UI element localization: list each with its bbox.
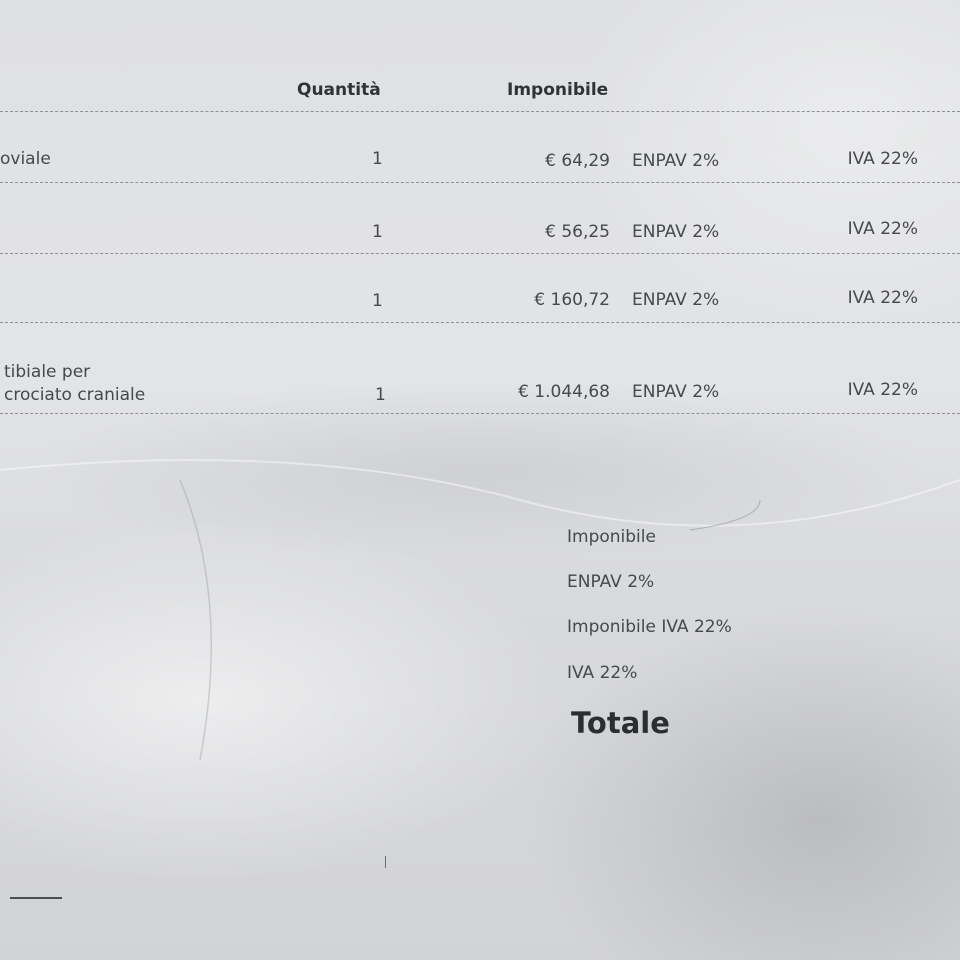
summary-enpav-label: ENPAV 2% [567,572,655,592]
column-header-taxable: Imponibile [507,80,609,100]
row-1-enpav: ENPAV 2% [632,151,720,171]
row-4-amount: € 1.044,68 [518,382,610,402]
row-divider [0,253,960,254]
row-4-description-line-2: crociato craniale [4,385,146,405]
row-2-quantity: 1 [372,222,383,242]
row-4-quantity: 1 [375,385,386,405]
row-2-enpav: ENPAV 2% [632,222,720,242]
row-2-amount: € 56,25 [545,222,610,242]
header-divider [0,111,960,112]
row-1-iva: IVA 22% [847,149,918,169]
row-3-quantity: 1 [372,291,383,311]
summary-taxable-label: Imponibile [567,527,656,547]
summary-iva-label: IVA 22% [567,663,638,683]
row-2-iva: IVA 22% [847,219,918,239]
row-4-description-line-1: tibiale per [4,362,91,382]
row-3-enpav: ENPAV 2% [632,290,720,310]
row-1-amount: € 64,29 [545,151,610,171]
signature-line [10,897,62,899]
row-1-description: oviale [0,149,51,169]
summary-taxable-iva-label: Imponibile IVA 22% [567,617,732,637]
row-4-enpav: ENPAV 2% [632,382,720,402]
stray-mark [385,856,386,868]
row-1-quantity: 1 [372,149,383,169]
row-divider [0,322,960,323]
row-3-amount: € 160,72 [534,290,610,310]
column-header-quantity: Quantità [297,80,381,100]
row-divider [0,182,960,183]
row-4-iva: IVA 22% [847,380,918,400]
row-3-iva: IVA 22% [847,288,918,308]
summary-total-label: Totale [571,706,670,740]
row-divider [0,413,960,414]
